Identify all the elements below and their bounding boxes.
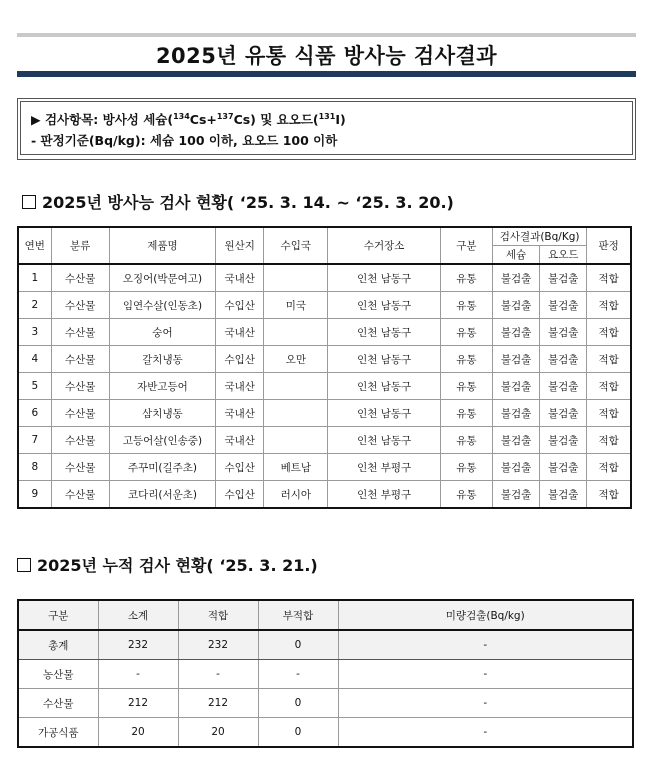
cell-division: 수산물	[18, 689, 98, 718]
cell-subtotal: 232	[98, 630, 178, 660]
cell-iodine: 불검출	[540, 264, 587, 292]
cell-iodine: 불검출	[540, 346, 587, 373]
header-cesium: 세슘	[492, 246, 539, 265]
cell-division: 농산물	[18, 660, 98, 689]
table-row	[18, 373, 631, 400]
cell-product: 갈치냉동	[109, 346, 215, 373]
cs134-mass: 134	[173, 112, 190, 121]
cell-origin: 국내산	[216, 319, 264, 346]
cell-iodine: 불검출	[540, 319, 587, 346]
table-row	[18, 630, 633, 660]
cell-division: 총계	[18, 630, 98, 660]
cell-collection-site: 인천 남동구	[328, 346, 440, 373]
table-row	[18, 319, 631, 346]
header-subtotal: 소계	[98, 600, 178, 630]
cell-import-country: 베트남	[264, 454, 328, 481]
cell-collection-site: 인천 남동구	[328, 400, 440, 427]
cell-verdict: 적합	[587, 373, 631, 400]
cell-import-country	[264, 319, 328, 346]
cell-no: 3	[18, 319, 51, 346]
cell-type: 유통	[440, 292, 492, 319]
cell-type: 유통	[440, 427, 492, 454]
cell-suitable: 20	[178, 718, 258, 748]
cell-import-country: 미국	[264, 292, 328, 319]
cell-import-country: 오만	[264, 346, 328, 373]
cell-type: 유통	[440, 264, 492, 292]
cell-suitable: 232	[178, 630, 258, 660]
judgment-standard-line: - 판정기준(Bq/kg): 세슘 100 이하, 요오드 100 이하	[31, 133, 338, 149]
cell-category: 수산물	[51, 454, 109, 481]
cell-unsuitable: 0	[258, 689, 338, 718]
cell-iodine: 불검출	[540, 427, 587, 454]
header-import-country: 수입국	[264, 227, 328, 264]
header-type: 구분	[440, 227, 492, 264]
cs-plus: Cs+	[189, 112, 217, 128]
cell-category: 수산물	[51, 400, 109, 427]
cell-cesium: 불검출	[492, 292, 539, 319]
cell-verdict: 적합	[587, 454, 631, 481]
cell-product: 삼치냉동	[109, 400, 215, 427]
cell-cesium: 불검출	[492, 373, 539, 400]
cs-suffix: Cs) 및 요오드(	[233, 112, 319, 128]
cell-iodine: 불검출	[540, 373, 587, 400]
cell-trace: -	[338, 718, 633, 748]
cell-verdict: 적합	[587, 481, 631, 509]
cell-import-country	[264, 427, 328, 454]
cell-import-country	[264, 400, 328, 427]
table-row	[18, 689, 633, 718]
header-no: 연번	[18, 227, 51, 264]
title-underline	[17, 71, 636, 77]
cell-cesium: 불검출	[492, 427, 539, 454]
cell-no: 8	[18, 454, 51, 481]
header-collection-site: 수거장소	[328, 227, 440, 264]
cell-verdict: 적합	[587, 319, 631, 346]
table-row	[18, 660, 633, 689]
cell-product: 오징어(박문여고)	[109, 264, 215, 292]
cell-verdict: 적합	[587, 292, 631, 319]
cell-subtotal: 212	[98, 689, 178, 718]
cell-no: 2	[18, 292, 51, 319]
cell-product: 숭어	[109, 319, 215, 346]
header-trace: 미량검출(Bq/kg)	[338, 600, 633, 630]
section-cumulative-title: 2025년 누적 검사 현황( ‘25. 3. 21.)	[37, 556, 318, 575]
cell-origin: 국내산	[216, 373, 264, 400]
table-row	[18, 718, 633, 748]
cell-collection-site: 인천 부평구	[328, 454, 440, 481]
cell-iodine: 불검출	[540, 400, 587, 427]
section-current-title: 2025년 방사능 검사 현황( ‘25. 3. 14. ~ ‘25. 3. 20.)	[42, 193, 454, 212]
i-suffix: I)	[335, 112, 346, 128]
cell-unsuitable: 0	[258, 718, 338, 748]
test-items-line	[31, 106, 622, 130]
cell-no: 7	[18, 427, 51, 454]
cell-category: 수산물	[51, 481, 109, 509]
current-results-table	[17, 226, 632, 509]
cell-trace: -	[338, 660, 633, 689]
table-row	[18, 400, 631, 427]
cell-type: 유통	[440, 400, 492, 427]
header-iodine: 요오드	[540, 246, 587, 265]
cell-no: 9	[18, 481, 51, 509]
cell-import-country: 러시아	[264, 481, 328, 509]
criteria-inner	[20, 101, 633, 155]
top-rule	[17, 33, 636, 37]
cell-no: 1	[18, 264, 51, 292]
header-result-group: 검사결과(Bq/Kg)	[492, 227, 586, 246]
cell-verdict: 적합	[587, 346, 631, 373]
cell-origin: 국내산	[216, 427, 264, 454]
cell-collection-site: 인천 남동구	[328, 373, 440, 400]
cell-verdict: 적합	[587, 427, 631, 454]
table-row	[18, 454, 631, 481]
checkbox-square-icon	[17, 558, 31, 572]
cell-type: 유통	[440, 319, 492, 346]
cell-no: 4	[18, 346, 51, 373]
table-row	[18, 264, 631, 292]
cumulative-body	[18, 630, 633, 747]
header-division: 구분	[18, 600, 98, 630]
i131-mass: 131	[318, 112, 336, 121]
cell-category: 수산물	[51, 264, 109, 292]
table-row	[18, 346, 631, 373]
cs137-mass: 137	[216, 112, 234, 121]
criteria-box	[17, 98, 636, 160]
cumulative-table	[17, 599, 634, 748]
cell-unsuitable: 0	[258, 630, 338, 660]
cell-category: 수산물	[51, 319, 109, 346]
header-suitable: 적합	[178, 600, 258, 630]
cell-import-country	[264, 373, 328, 400]
cell-no: 6	[18, 400, 51, 427]
cell-collection-site: 인천 남동구	[328, 292, 440, 319]
checkbox-square-icon	[22, 195, 36, 209]
cell-iodine: 불검출	[540, 454, 587, 481]
header-origin: 원산지	[216, 227, 264, 264]
cell-cesium: 불검출	[492, 319, 539, 346]
cell-cesium: 불검출	[492, 481, 539, 509]
cell-collection-site: 인천 부평구	[328, 481, 440, 509]
cell-iodine: 불검출	[540, 481, 587, 509]
cell-origin: 수입산	[216, 346, 264, 373]
cell-subtotal: 20	[98, 718, 178, 748]
cell-origin: 수입산	[216, 454, 264, 481]
cell-product: 주꾸미(길주초)	[109, 454, 215, 481]
cell-type: 유통	[440, 481, 492, 509]
cell-product: 코다리(서운초)	[109, 481, 215, 509]
cell-product: 자반고등어	[109, 373, 215, 400]
cell-trace: -	[338, 630, 633, 660]
cell-type: 유통	[440, 373, 492, 400]
cell-no: 5	[18, 373, 51, 400]
cell-import-country	[264, 264, 328, 292]
cell-cesium: 불검출	[492, 264, 539, 292]
cell-unsuitable: -	[258, 660, 338, 689]
table-row	[18, 481, 631, 509]
header-category: 분류	[51, 227, 109, 264]
cell-category: 수산물	[51, 373, 109, 400]
cell-collection-site: 인천 남동구	[328, 427, 440, 454]
cell-category: 수산물	[51, 292, 109, 319]
section-current-heading	[22, 190, 454, 213]
cell-cesium: 불검출	[492, 400, 539, 427]
cell-subtotal: -	[98, 660, 178, 689]
cell-iodine: 불검출	[540, 292, 587, 319]
cell-suitable: 212	[178, 689, 258, 718]
cell-origin: 수입산	[216, 292, 264, 319]
cell-verdict: 적합	[587, 264, 631, 292]
cell-collection-site: 인천 남동구	[328, 264, 440, 292]
cell-origin: 수입산	[216, 481, 264, 509]
cell-cesium: 불검출	[492, 454, 539, 481]
cell-product: 임연수살(인동초)	[109, 292, 215, 319]
cell-category: 수산물	[51, 346, 109, 373]
section-cumulative-heading	[17, 553, 318, 576]
cell-category: 수산물	[51, 427, 109, 454]
header-unsuitable: 부적합	[258, 600, 338, 630]
header-verdict: 판정	[587, 227, 631, 264]
table-row	[18, 427, 631, 454]
cell-collection-site: 인천 남동구	[328, 319, 440, 346]
cell-cesium: 불검출	[492, 346, 539, 373]
test-items-prefix: ▶ 검사항목: 방사성 세슘(	[31, 112, 174, 128]
table-row	[18, 292, 631, 319]
cell-product: 고등어살(인송중)	[109, 427, 215, 454]
current-results-body	[18, 264, 631, 508]
cell-verdict: 적합	[587, 400, 631, 427]
cell-type: 유통	[440, 346, 492, 373]
cell-type: 유통	[440, 454, 492, 481]
document-title: 2025년 유통 식품 방사능 검사결과	[155, 44, 498, 68]
cell-suitable: -	[178, 660, 258, 689]
cell-trace: -	[338, 689, 633, 718]
cell-origin: 국내산	[216, 400, 264, 427]
cell-origin: 국내산	[216, 264, 264, 292]
header-product: 제품명	[109, 227, 215, 264]
cell-division: 가공식품	[18, 718, 98, 748]
